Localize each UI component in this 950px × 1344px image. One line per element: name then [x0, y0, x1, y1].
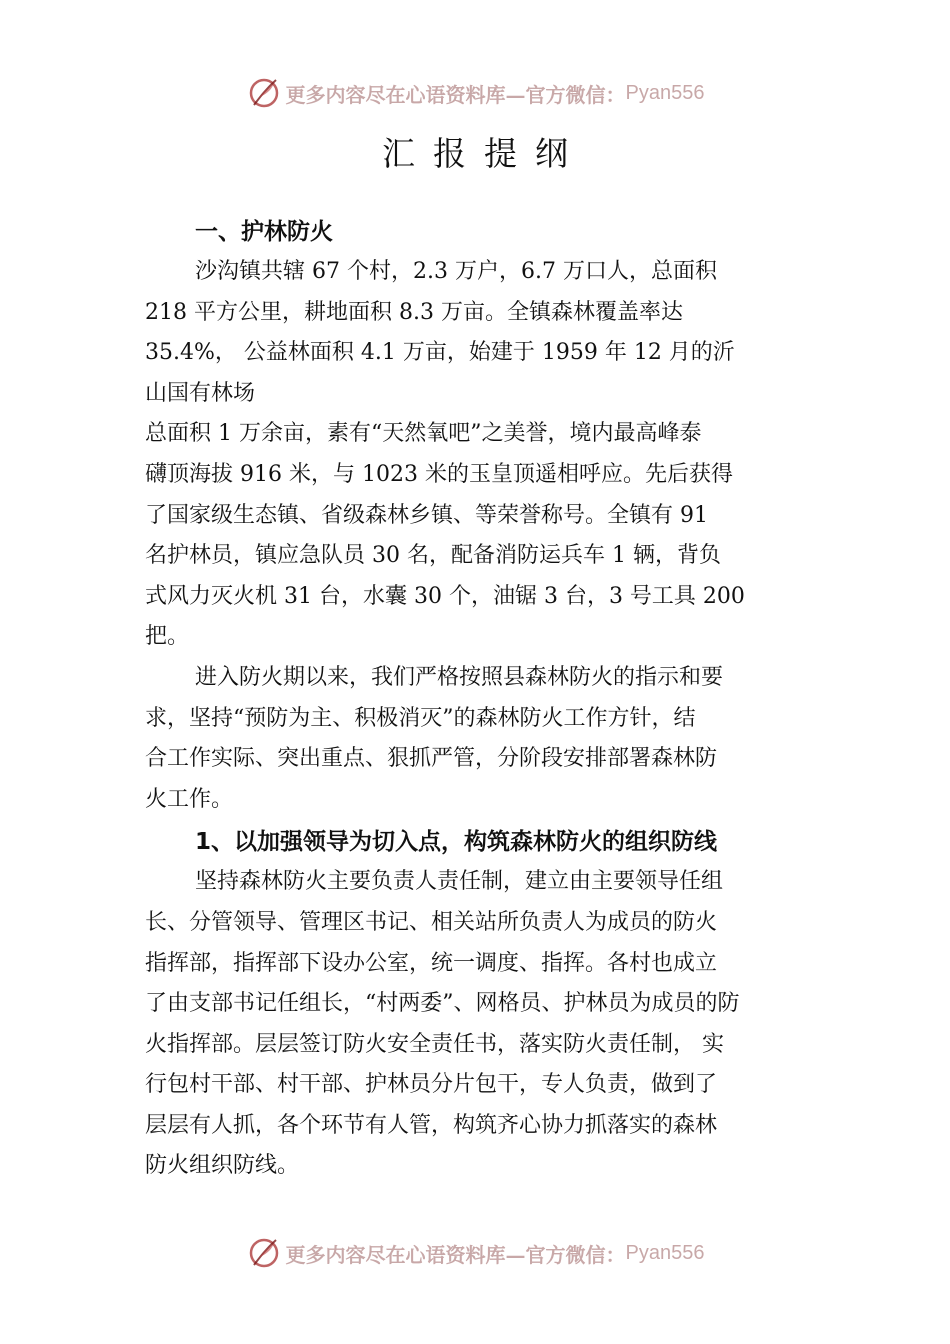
text-line: 总面积 1 万余亩，素有“天然氧吧”之美誉，境内最高峰泰	[145, 421, 702, 447]
text-line: 求，坚持“预防为主、积极消灭”的森林防火工作方针，结	[145, 705, 696, 731]
watermark-wechat-id: Pyan556	[625, 1241, 705, 1264]
text-line: 名护林员，镇应急队员 30 名，配备消防运兵车 1 辆，背负	[145, 543, 721, 569]
paragraph-policy	[145, 658, 825, 820]
text-line: 了由支部书记任组长，“村两委”、网格员、护林员为成员的防	[145, 991, 740, 1017]
text-line: 火工作。	[145, 786, 234, 812]
text-line: 合工作实际、突出重点、狠抓严管，分阶段安排部署森林防	[145, 746, 718, 772]
text-line: 防火组织防线。	[145, 1153, 300, 1179]
text-line: 行包村干部、村干部、护林员分片包干，专人负责，做到了	[145, 1072, 718, 1098]
feather-logo-icon	[246, 75, 282, 111]
text-line: 进入防火期以来，我们严格按照县森林防火的指示和要	[195, 664, 724, 690]
watermark-text: 更多内容尽在心语资料库—官方微信：	[285, 82, 626, 107]
text-line: 指挥部，指挥部下设办公室，统一调度、指挥。各村也成立	[145, 950, 718, 976]
text-line: 长、分管领导、管理区书记、相关站所负责人为成员的防火	[145, 909, 718, 935]
watermark-wechat-id: Pyan556	[625, 81, 705, 104]
page-title: 汇报提纲	[382, 134, 586, 173]
text-line: 礴顶海拔 916 米，与 1023 米的玉皇顶遥相呼应。先后获得	[145, 461, 733, 487]
watermark-banner-top	[0, 73, 950, 113]
text-line: 层层有人抓，各个环节有人管，构筑齐心协力抓落实的森林	[145, 1112, 718, 1138]
text-line: 35.4%， 公益林面积 4.1 万亩，始建于 1959 年 12 月的沂	[145, 340, 735, 366]
subsection-heading: 1、以加强领导为切入点，构筑森林防火的组织防线	[195, 829, 718, 856]
text-line: 了国家级生态镇、省级森林乡镇、等荣誉称号。全镇有 91	[145, 502, 708, 528]
paragraph-overview	[145, 252, 825, 658]
text-line: 把。	[145, 624, 190, 650]
text-line: 山国有林场	[145, 380, 256, 406]
text-line: 坚持森林防火主要负责人责任制，建立由主要领导任组	[195, 869, 724, 895]
section-heading: 一、护林防火	[195, 219, 333, 245]
document-body	[145, 212, 825, 1187]
text-line: 沙沟镇共辖 67 个村，2.3 万户，6.7 万口人，总面积	[195, 259, 717, 284]
text-line: 火指挥部。层层签订防火安全责任书，落实防火责任制， 实	[145, 1031, 724, 1057]
watermark-banner-bottom	[0, 1233, 950, 1273]
paragraph-organization	[145, 862, 825, 1187]
watermark-text: 更多内容尽在心语资料库—官方微信：	[285, 1242, 626, 1267]
text-line: 218 平方公里，耕地面积 8.3 万亩。全镇森林覆盖率达	[145, 299, 683, 325]
feather-logo-icon	[246, 1235, 282, 1271]
text-line: 式风力灭火机 31 台，水囊 30 个，油锯 3 台，3 号工具 200	[145, 583, 745, 609]
